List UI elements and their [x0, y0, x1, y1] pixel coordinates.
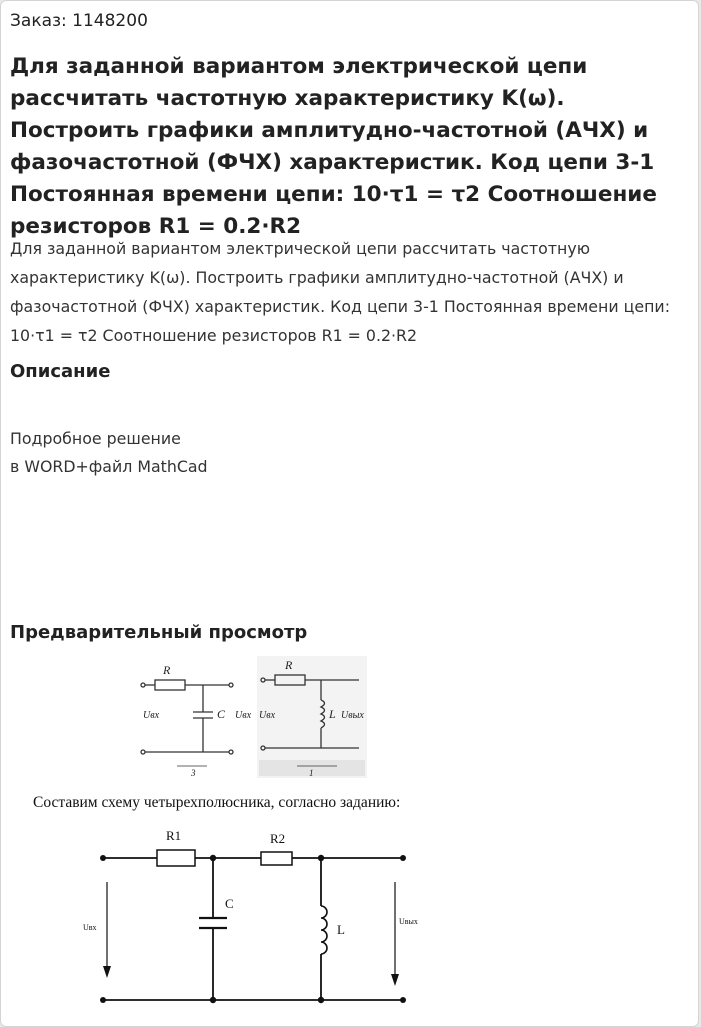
doc-r2-label: R2: [270, 831, 286, 846]
doc-c-label: C: [225, 896, 234, 911]
preview-scan-image: [137, 656, 367, 778]
page-title: Для заданной вариантом электрической цепи рассчитать частотную характеристику K(ω). Построить графики амплитудно-частотной (АЧХ) и фазочастотной (ФЧХ) характеристик. Код цепи 3-1 Постоянная времени цепи: 10·τ1 = τ2 Соотношение резисторов R1 = 0.2·R2: [10, 54, 657, 239]
preview-doc-image: [11, 788, 691, 1020]
scan-uin-label: Uвх: [143, 710, 160, 721]
task-text: Для заданной вариантом электрической цепи рассчитать частотную характеристику K(ω). Построить графики амплитудно-частотной (АЧХ) и фазочастотной (ФЧХ) характеристик. Код цепи 3-1 Постоянная времени цепи: 10·τ1 = τ2 Соотношение резисторов R1 = 0.2·R2: [10, 239, 671, 345]
order-number: Заказ: 1148200: [10, 11, 148, 31]
description-text: [10, 425, 208, 481]
doc-r1-label: R1: [166, 828, 182, 843]
scan-r2-label: R: [285, 658, 293, 672]
scan-l-label: L: [329, 707, 336, 721]
preview-heading: Предварительный просмотр: [10, 622, 308, 643]
scan-c-label: C: [217, 707, 226, 721]
doc-uin-label: Uвх: [83, 923, 97, 932]
scan-code-label: 3: [191, 768, 196, 778]
scan-code2-label: 1: [309, 768, 314, 778]
scan-uout-label: Uвх: [235, 710, 252, 721]
doc-l-label: L: [337, 922, 345, 937]
scan-r-label: R: [163, 663, 171, 677]
doc-uout-label: Uвых: [399, 917, 418, 926]
description-line: Подробное решение: [10, 429, 181, 448]
scan-uin2-label: Uвх: [259, 710, 276, 721]
scan-uout2-label: Uвых: [341, 710, 364, 721]
doc-caption: Составим схему четырехполюсника, согласно заданию:: [33, 794, 401, 811]
description-heading: Описание: [10, 361, 111, 382]
description-line: в WORD+файл MathCad: [10, 457, 208, 476]
